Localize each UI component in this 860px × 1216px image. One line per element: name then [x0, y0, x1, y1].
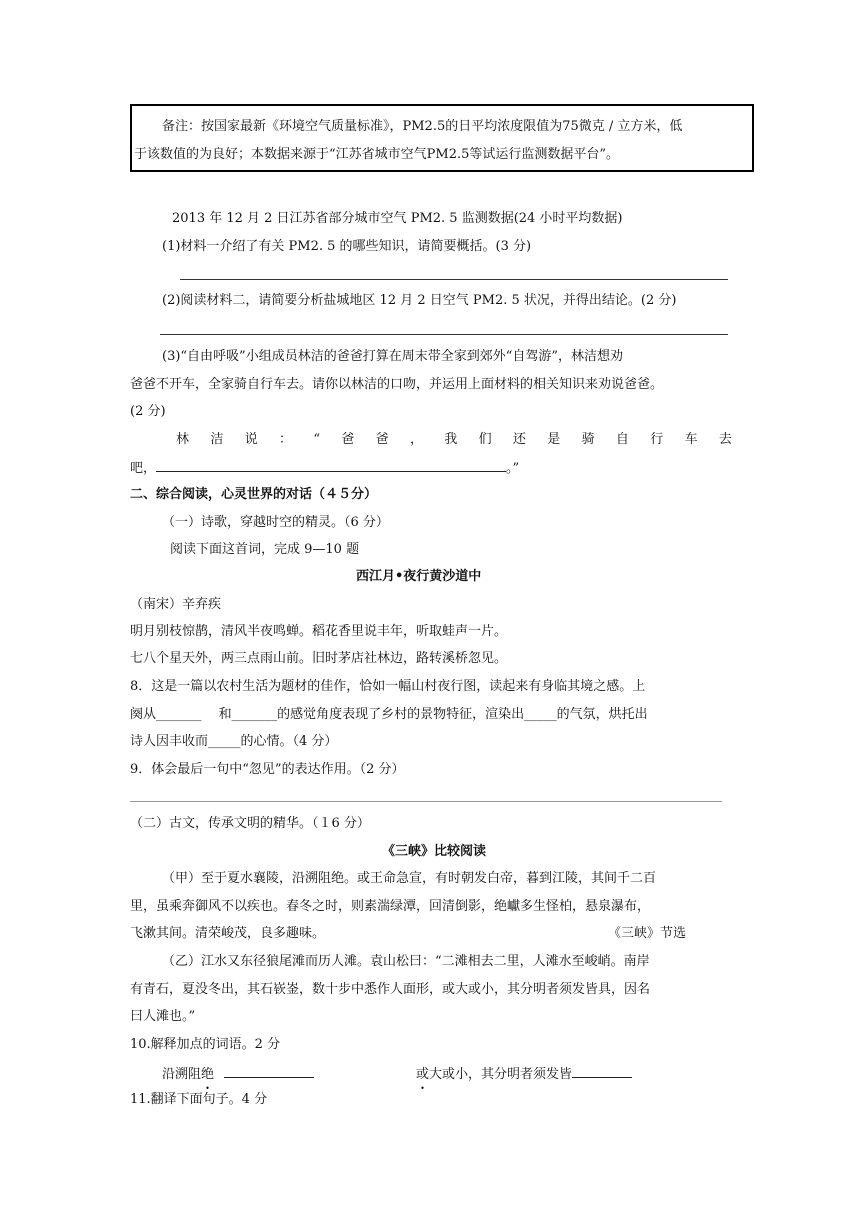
passage-yi-line-1: （乙）江水又东径狼尾滩而历人滩。袁山松曰：“二滩相去二里，人滩水至峻峭。南岸	[162, 954, 650, 969]
answer-blank-q10-item-1[interactable]	[224, 1063, 314, 1078]
question-9: 9．体会最后一句中“忽见”的表达作用。（2 分）	[130, 762, 405, 777]
answer-line-q9[interactable]	[130, 801, 722, 802]
poem-author: （南宋）辛弃疾	[130, 597, 222, 612]
passage-jia-line-3: 飞漱其间。清荣峻茂，良多趣味。	[130, 926, 326, 941]
poem-title: 西江月•夜行黄沙道中	[356, 569, 482, 584]
poem-instruction: 阅读下面这首词，完成 9—10 题	[170, 542, 360, 557]
answer-prompt-line: 林 洁 说 ： “ 爸 爸 ， 我 们 还 是 骑 自 行 车 去	[176, 432, 732, 447]
question-3-line-3: (2 分)	[130, 404, 166, 419]
answer-blank-q3[interactable]	[156, 457, 506, 472]
answer-line-q2[interactable]	[160, 334, 728, 335]
answer-tail-line: 吧， 。”	[130, 457, 519, 478]
question-1: (1)材料一介绍了有关 PM2. 5 的哪些知识，请简要概括。(3 分)	[162, 239, 532, 254]
question-10-item-1: 沿溯阻绝	[162, 1063, 314, 1084]
section-2-heading: 二、综合阅读，心灵世界的对话（４５分）	[130, 487, 378, 502]
poetry-subheading: （一）诗歌，穿越时空的精灵。（6 分）	[162, 515, 389, 530]
question-10: 10.解释加点的词语。2 分	[130, 1037, 281, 1052]
question-10-item-2: 或大或小，其分明者须发皆	[416, 1063, 632, 1084]
answer-blank-q10-item-2[interactable]	[572, 1063, 632, 1078]
poem-line-2: 七八个星天外，两三点雨山前。旧时茅店社林边，路转溪桥忽见。	[130, 651, 508, 666]
question-11: 11.翻译下面句子。4 分	[130, 1092, 268, 1107]
classical-subheading: （二）古文，传承文明的精华。（１6 分）	[130, 816, 370, 831]
note-line-2: 于该数值的为良好；本数据来源于“江苏省城市空气PM2.5等试运行监测数据平台”。	[134, 147, 620, 162]
data-caption: 2013 年 12 月 2 日江苏省部分城市空气 PM2. 5 监测数据(24 小时平均数据)	[172, 211, 623, 226]
passage-jia-line-1: （甲）至于夏水襄陵，沿溯阻绝。或王命急宣，有时朝发白帝，暮到江陵，其间千二百	[162, 871, 657, 886]
question-8-line-3: 诗人因丰收而_____的心情。（4 分）	[130, 734, 338, 749]
passage-yi-line-2: 有青石，夏没冬出，其石嵚崟，数十步中悉作人面形，或大或小，其分明者须发皆具，因名	[130, 982, 651, 997]
passage-jia-source: 《三峡》节选	[608, 926, 687, 941]
passage-yi-line-3: 曰人滩也。”	[130, 1009, 196, 1024]
dotted-word-jue: 绝	[201, 1067, 215, 1082]
poem-line-1: 明月别枝惊鹊，清风半夜鸣蝉。稻花香里说丰年，听取蛙声一片。	[130, 624, 508, 639]
note-line-1: 备注：按国家最新《环境空气质量标准》，PM2.5的日平均浓度限值为75微克 / 立方米，低	[162, 119, 683, 134]
question-8-line-1: 8．这是一篇以农村生活为题材的佳作，恰如一幅山村夜行图，读起来有身临其境之感。上	[130, 679, 646, 694]
answer-line-q1[interactable]	[180, 279, 728, 280]
question-3-line-2: 爸爸不开车，全家骑自行车去。请你以林洁的口吻，并运用上面材料的相关知识来劝说爸爸。	[130, 377, 664, 392]
dotted-word-huo: 或	[416, 1067, 430, 1082]
passage-jia-line-2: 里，虽乘奔御风不以疾也。春冬之时，则素湍绿潭，回清倒影，绝巘多生怪柏，悬泉瀑布，	[130, 899, 651, 914]
comparison-title: 《三峡》比较阅读	[382, 844, 487, 859]
question-8-line-2: 阕从_______ 和_______的感觉角度表现了乡村的景物特征，渲染出_____的气氛，烘托出	[130, 707, 648, 722]
question-2: (2)阅读材料二，请简要分析盐城地区 12 月 2 日空气 PM2. 5 状况，并得出结论。(2 分)	[162, 293, 677, 308]
question-3-line-1: (3)“自由呼吸”小组成员林洁的爸爸打算在周末带全家到郊外“自驾游”，林洁想劝	[162, 349, 623, 364]
